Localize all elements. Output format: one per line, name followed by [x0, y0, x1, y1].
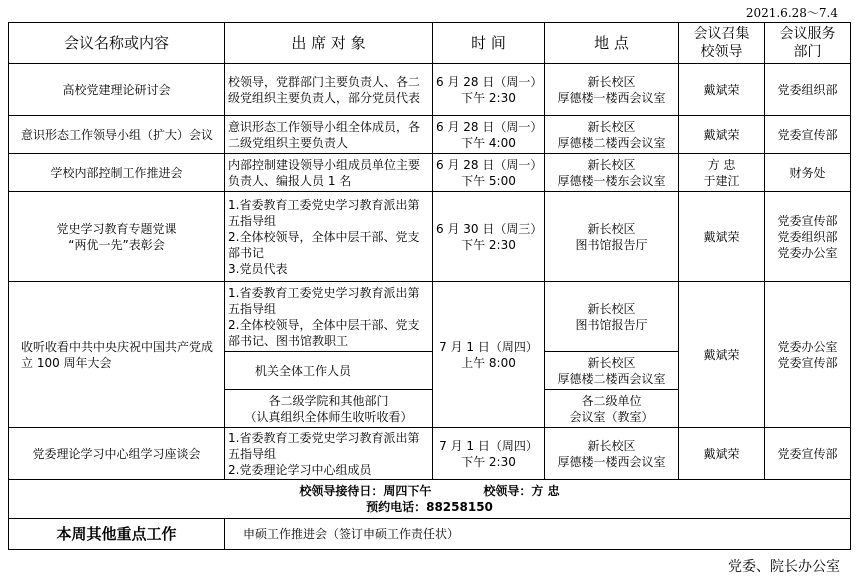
convening-leader: 戴斌荣 [679, 192, 765, 282]
location [545, 154, 679, 192]
service-dept: 党委宣传部 [765, 428, 851, 480]
meeting-name: 收听收看中共中央庆祝中国共产党成立 100 周年大会 [9, 282, 225, 428]
location [545, 64, 679, 116]
room: 厚德楼二楼西会议室 [557, 135, 666, 150]
table-row [9, 154, 851, 192]
other-work-row [9, 519, 851, 550]
date-text: 7 月 1 日（周四） [439, 438, 538, 453]
convening-leader: 戴斌荣 [679, 428, 765, 480]
meeting-time [433, 116, 545, 154]
room: 厚德楼一楼西会议室 [557, 454, 666, 469]
dept-name: 党委宣传部 [777, 213, 838, 228]
reception-info [9, 480, 851, 519]
issuer-office: 党委、院长办公室 [728, 559, 840, 575]
location [545, 428, 679, 480]
room: 厚德楼二楼西会议室 [557, 371, 666, 386]
meeting-name: 学校内部控制工作推进会 [9, 154, 225, 192]
dept-name: 党委办公室 [777, 245, 838, 260]
attendees [225, 192, 433, 282]
campus: 各二级单位 [581, 393, 642, 408]
appointment-phone: 预约电话：88258150 [366, 500, 493, 514]
header-dept-line2: 部门 [793, 44, 822, 60]
attendee-item: （认真组织全体师生收听收看） [244, 409, 413, 424]
meeting-time [433, 154, 545, 192]
campus: 新长校区 [587, 438, 636, 453]
header-dept-line1: 会议服务 [779, 26, 836, 42]
attendee-item: 1.省委教育工委党史学习教育派出第五指导组 [228, 430, 420, 461]
service-dept: 财务处 [765, 154, 851, 192]
attendees: 内部控制建设领导小组成员单位主要负责人、编报人员 1 名 [225, 154, 433, 192]
campus: 新长校区 [587, 355, 636, 370]
date-text: 6 月 30 日（周三） [436, 221, 543, 236]
date-text: 6 月 28 日（周一） [436, 157, 543, 172]
header-location: 地 点 [545, 23, 679, 64]
leader-name: 方 忠 [707, 157, 736, 172]
room: 图书馆报告厅 [575, 237, 648, 252]
campus: 新长校区 [587, 157, 636, 172]
room: 厚德楼一楼西会议室 [557, 90, 666, 105]
dept-name: 党委宣传部 [777, 355, 838, 370]
location [545, 192, 679, 282]
campus: 新长校区 [587, 119, 636, 134]
service-dept [765, 192, 851, 282]
meeting-time [433, 64, 545, 116]
attendee-item: 2.全体校领导，全体中层干部、党支部书记 [228, 229, 420, 260]
clock-text: 下午 2:30 [461, 454, 516, 469]
meeting-name: 高校党建理论研讨会 [9, 64, 225, 116]
attendees [225, 428, 433, 480]
header-time: 时 间 [433, 23, 545, 64]
schedule-table [8, 22, 851, 550]
attendee-item: 3.党员代表 [228, 261, 288, 276]
room: 厚德楼一楼东会议室 [557, 173, 666, 188]
attendees: 机关全体工作人员 [225, 352, 433, 390]
meeting-name: 意识形态工作领导小组（扩大）会议 [9, 116, 225, 154]
header-row [9, 23, 851, 64]
clock-text: 下午 4:00 [461, 135, 516, 150]
table-row [9, 64, 851, 116]
campus: 新长校区 [587, 301, 636, 316]
clock-text: 下午 5:00 [461, 173, 516, 188]
table-row [9, 116, 851, 154]
meeting-time [433, 192, 545, 282]
header-meeting: 会议名称或内容 [9, 23, 225, 64]
reception-leader: 校领导：方 忠 [483, 484, 560, 498]
table-row [9, 192, 851, 282]
attendees: 校领导，党群部门主要负责人、各二级党组织主要负责人，部分党员代表 [225, 64, 433, 116]
convening-leader: 戴斌荣 [679, 282, 765, 428]
location [545, 116, 679, 154]
meeting-line: “两优一先”表彰会 [68, 237, 165, 252]
table-row [9, 282, 851, 352]
header-leader [679, 23, 765, 64]
service-dept: 党委宣传部 [765, 116, 851, 154]
attendee-item: 2.全体校领导，全体中层干部、党支部书记、图书馆教职工 [228, 317, 420, 348]
service-dept: 党委组织部 [765, 64, 851, 116]
convening-leader: 戴斌荣 [679, 64, 765, 116]
leader-name: 于建江 [703, 173, 740, 188]
attendee-item: 各二级学院和其他部门 [268, 393, 389, 408]
location [545, 390, 679, 428]
service-dept [765, 282, 851, 428]
date-text: 6 月 28 日（周一） [436, 119, 543, 134]
other-work-label: 本周其他重点工作 [9, 519, 225, 550]
campus: 新长校区 [587, 221, 636, 236]
meeting-name [9, 192, 225, 282]
attendees [225, 390, 433, 428]
meeting-time [433, 282, 545, 428]
date-range: 2021.6.28～7.4 [745, 6, 838, 20]
header-attendees: 出 席 对 象 [225, 23, 433, 64]
campus: 新长校区 [587, 74, 636, 89]
meeting-name: 党委理论学习中心组学习座谈会 [9, 428, 225, 480]
attendee-item: 2.党委理论学习中心组成员 [228, 462, 372, 477]
header-leader-line2: 校领导 [700, 44, 743, 60]
room: 会议室（教室） [569, 409, 654, 424]
meeting-line: 党史学习教育专题党课 [56, 221, 177, 236]
attendees: 意识形态工作领导小组全体成员，各二级党组织主要负责人 [225, 116, 433, 154]
table-row [9, 428, 851, 480]
date-text: 6 月 28 日（周一） [436, 74, 543, 89]
reception-row [9, 480, 851, 519]
reception-day: 校领导接待日：周四下午 [299, 484, 432, 498]
convening-leader [679, 154, 765, 192]
dept-name: 党委组织部 [777, 229, 838, 244]
location [545, 352, 679, 390]
meeting-time [433, 428, 545, 480]
room: 图书馆报告厅 [575, 317, 648, 332]
date-text: 7 月 1 日（周四） [439, 339, 538, 354]
header-leader-line1: 会议召集 [693, 26, 750, 42]
dept-name: 党委办公室 [777, 339, 838, 354]
attendee-item: 1.省委教育工委党史学习教育派出第五指导组 [228, 197, 420, 228]
other-work-text: 申硕工作推进会（签订申硕工作责任状） [225, 519, 851, 550]
attendee-item: 1.省委教育工委党史学习教育派出第五指导组 [228, 285, 420, 316]
attendees [225, 282, 433, 352]
clock-text: 下午 2:30 [461, 237, 516, 252]
header-dept [765, 23, 851, 64]
convening-leader: 戴斌荣 [679, 116, 765, 154]
clock-text: 下午 2:30 [461, 90, 516, 105]
location [545, 282, 679, 352]
clock-text: 上午 8:00 [461, 355, 516, 370]
